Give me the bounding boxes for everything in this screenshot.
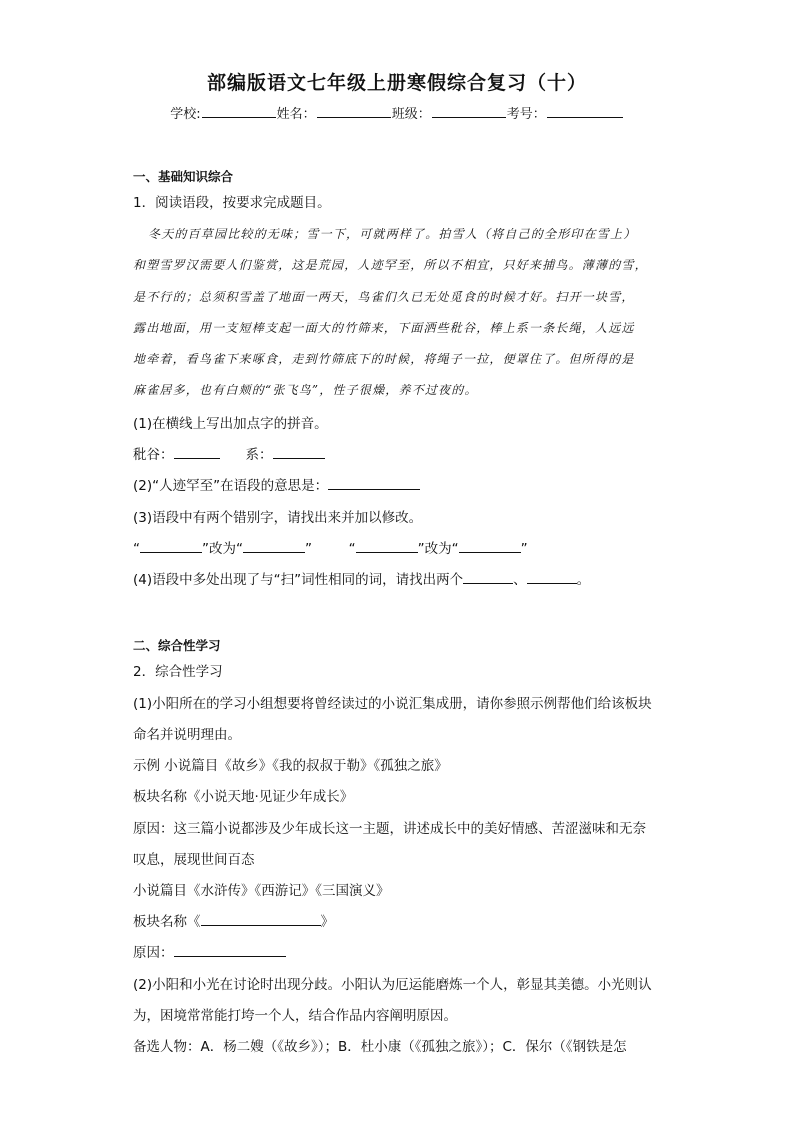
- pinyin-blank-b[interactable]: [273, 446, 325, 459]
- page-title: 部编版语文七年级上册寒假综合复习（十）: [206, 72, 587, 94]
- exam-no-blank[interactable]: [547, 104, 623, 118]
- typo-correction-row: [133, 537, 528, 557]
- reason-label: 原因：: [133, 945, 174, 961]
- section-heading-2: 二、综合性学习: [133, 638, 221, 653]
- reason-blank-row: [133, 941, 286, 961]
- question-2: 2．综合性学习: [133, 664, 223, 680]
- reason-line2: 叹息，展现世间百态: [133, 852, 255, 868]
- school-blank[interactable]: [202, 104, 276, 118]
- reason-blank[interactable]: [174, 944, 286, 957]
- separator: 、: [513, 572, 527, 588]
- pinyin-label-a: 秕谷：: [133, 447, 174, 463]
- passage-line: 露出地面，用一支短棒支起一面大的竹筛来，下面洒些秕谷，棒上系一条长绳，人远远: [133, 321, 635, 335]
- class-label: 班级：: [391, 107, 431, 122]
- school-label: 学校:: [170, 107, 201, 122]
- sub-question-4-text: (4)语段中多处出现了与“扫”词性相同的词，请找出两个: [133, 572, 464, 588]
- options-line: 备选人物：A．杨二嫂（《故乡》）；B．杜小康（《孤独之旅》）；C．保尔（《钢铁是怎: [133, 1039, 627, 1055]
- change-to-label: ”改为“: [202, 541, 243, 557]
- passage-line: 和塑雪罗汉需要人们鉴赏，这是荒园，人迹罕至，所以不相宜，只好来捕鸟。薄薄的雪，: [133, 258, 648, 272]
- student-info-row: [0, 103, 794, 122]
- reason-line1: 原因：这三篇小说都涉及少年成长这一主题，讲述成长中的美好情感、苦涩滋味和无奈: [133, 821, 646, 837]
- sub-question-2-2-line1: (2)小阳和小光在讨论时出现分歧。小阳认为厄运能磨炼一个人，彰显其美德。小光则认: [133, 977, 652, 993]
- quote-open: “: [348, 541, 356, 557]
- name-label: 姓名：: [276, 107, 316, 122]
- passage-line: 麻雀居多，也有白颊的“张飞鸟”，性子很燥，养不过夜的。: [133, 383, 478, 397]
- sub-question-2-1-line1: (1)小阳所在的学习小组想要将曾经读过的小说汇集成册，请你参照示例帮他们给该板块: [133, 696, 652, 712]
- sub-question-1: (1)在横线上写出加点字的拼音。: [133, 416, 328, 432]
- word-blank-2[interactable]: [527, 571, 577, 584]
- block-name-blank[interactable]: [201, 913, 321, 926]
- sub-question-4: [133, 568, 590, 588]
- word-blank-1[interactable]: [463, 571, 513, 584]
- exam-no-label: 考号：: [506, 107, 546, 122]
- passage-line: 冬天的百草园比较的无味；雪一下，可就两样了。拍雪人（将自己的全形印在雪上）: [148, 227, 637, 241]
- meaning-blank[interactable]: [328, 477, 420, 490]
- example-line: 示例 小说篇目《故乡》《我的叔叔于勒》《孤独之旅》: [133, 758, 448, 774]
- passage-line: 地牵着，看鸟雀下来啄食，走到竹筛底下的时候，将绳子一拉，便罩住了。但所得的是: [133, 352, 635, 366]
- block-name-label: 板块名称《: [133, 914, 201, 930]
- pinyin-row: [133, 443, 325, 463]
- sub-question-2-2-line2: 为，困境常常能打垮一个人，结合作品内容阐明原因。: [133, 1008, 457, 1024]
- fix-blank-2[interactable]: [459, 540, 521, 553]
- name-blank[interactable]: [317, 104, 391, 118]
- quote-close: ”: [305, 541, 312, 557]
- quote-close: ”: [520, 541, 528, 557]
- sub-question-2-1-line2: 命名并说明理由。: [133, 727, 241, 743]
- passage-line: 是不行的；总须积雪盖了地面一两天，鸟雀们久已无处觅食的时候才好。扫开一块雪，: [133, 290, 635, 304]
- block-name-close: 》: [320, 914, 334, 930]
- class-blank[interactable]: [432, 104, 506, 118]
- typo-blank-2[interactable]: [356, 540, 418, 553]
- example-name-line: 板块名称《小说天地·见证少年成长》: [133, 789, 354, 805]
- pinyin-blank-a[interactable]: [174, 446, 220, 459]
- pinyin-label-b: 系：: [245, 447, 273, 463]
- question-1: 1．阅读语段，按要求完成题目。: [133, 195, 331, 211]
- sub-question-3: (3)语段中有两个错别字，请找出来并加以修改。: [133, 510, 423, 526]
- typo-blank-1[interactable]: [140, 540, 202, 553]
- sub-question-2-text: (2)“人迹罕至”在语段的意思是：: [133, 478, 329, 494]
- change-to-label: ”改为“: [417, 541, 459, 557]
- quote-open: “: [133, 541, 140, 557]
- novels-line: 小说篇目《水浒传》《西游记》《三国演义》: [133, 883, 390, 899]
- section-heading-1: 一、基础知识综合: [133, 169, 234, 184]
- sub-question-2: [133, 474, 420, 494]
- block-name-row: [133, 910, 334, 930]
- period: 。: [576, 572, 591, 588]
- fix-blank-1[interactable]: [243, 540, 305, 553]
